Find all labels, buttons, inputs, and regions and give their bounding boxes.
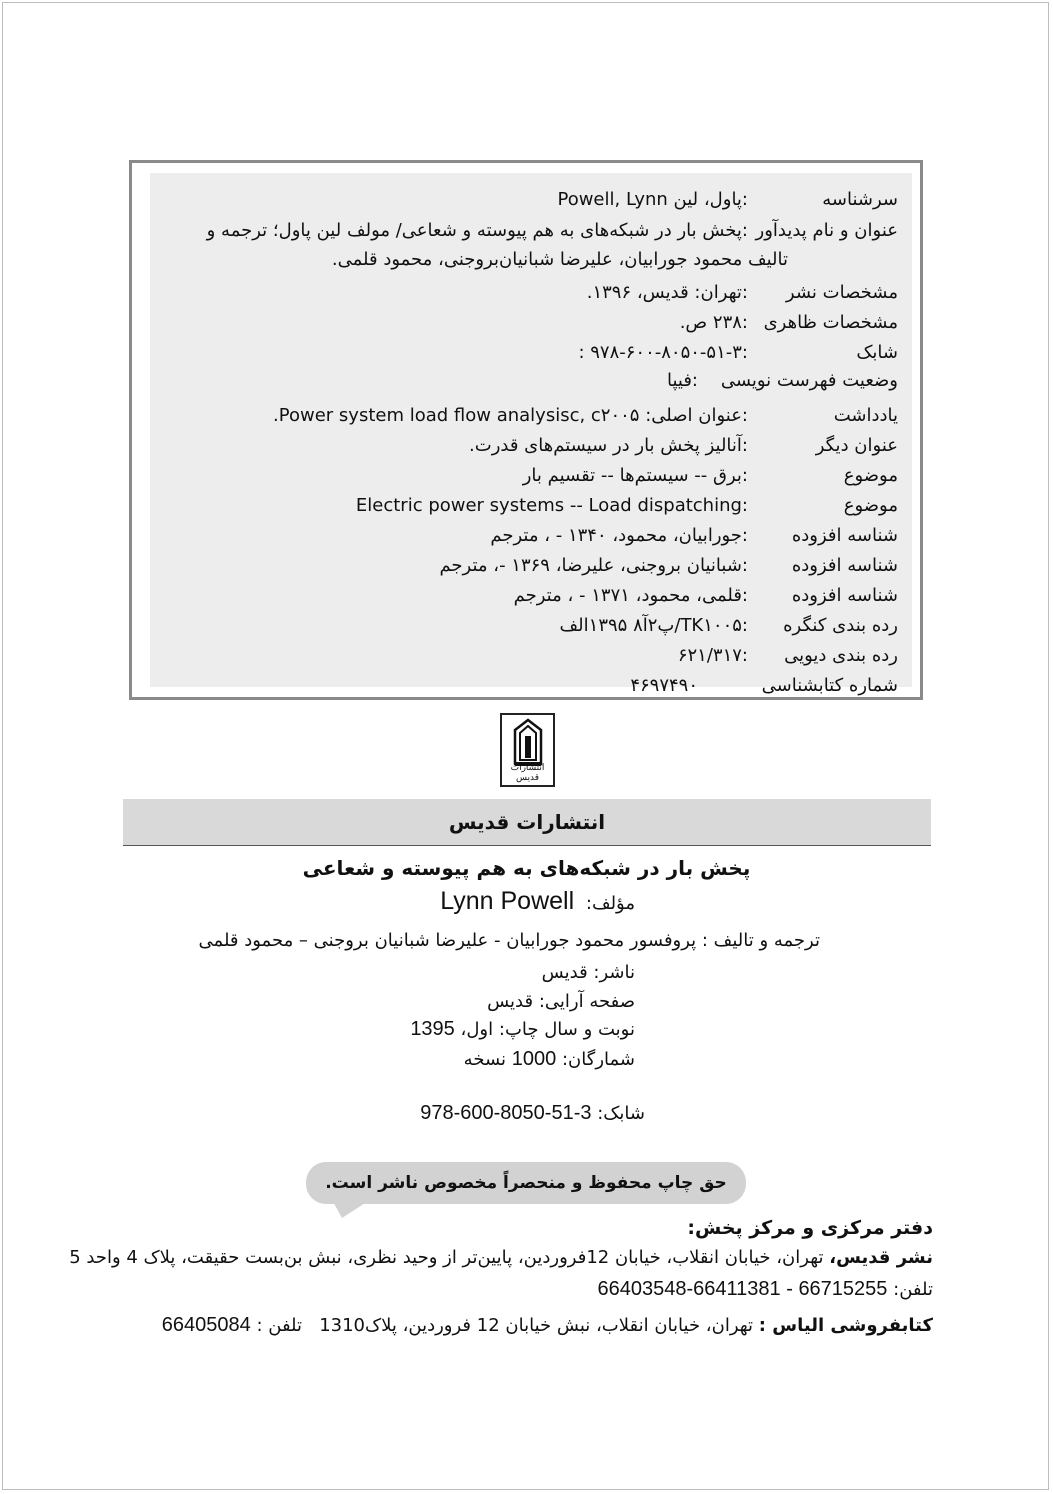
cataloging-panel (150, 173, 912, 696)
cip-label: موضوع (843, 465, 898, 486)
translators-line: ترجمه و تالیف : پروفسور محمود جورابیان - علیرضا شبانیان بروجنی – محمود قلمی (198, 930, 820, 951)
book-title: پخش بار در شبکه‌های به هم پیوسته و شعاعی (302, 856, 751, 880)
cip-label: رده بندی کنگره (783, 615, 898, 636)
cataloging-box (129, 160, 923, 700)
cip-row (158, 431, 898, 461)
cip-label: عنوان دیگر (815, 435, 898, 456)
author-label: مؤلف: (585, 893, 635, 914)
cip-value: :آنالیز پخش بار در سیستم‌های قدرت. (469, 435, 748, 456)
cip-label: یادداشت (833, 405, 898, 426)
cip-label: مشخصات نشر (785, 282, 898, 303)
cip-value: :۹۷۸-۶۰۰-۸۰۵۰-۵۱-۳ : (578, 342, 748, 363)
layout-value: قدیس (487, 991, 534, 1012)
isbn-line (380, 1102, 645, 1125)
cip-value: :۶۲۱/۳۱۷ (677, 645, 748, 666)
cip-row (154, 216, 898, 246)
publisher-logo-icon (507, 718, 549, 768)
cip-value: :تهران: قدیس، ۱۳۹۶. (586, 282, 748, 303)
copies-line (380, 1048, 635, 1071)
store-address (162, 1314, 933, 1337)
cip-label: رده بندی دیویی (784, 645, 898, 666)
publisher-line (380, 962, 635, 983)
cip-row (158, 491, 898, 521)
copies-unit: نسخه (463, 1049, 507, 1070)
address-title: دفتر مرکزی و مرکز پخش: (687, 1217, 933, 1239)
cip-row (158, 401, 898, 431)
layout-line (380, 991, 635, 1012)
cip-label: شناسه افزوده (791, 555, 898, 576)
cip-row (158, 366, 898, 396)
cip-value: :۲۳۸ ص. (679, 312, 748, 333)
publisher-logo (500, 713, 555, 787)
publisher-value: قدیس (541, 962, 588, 983)
cip-row (158, 521, 898, 551)
edition-value: اول، (460, 1019, 494, 1040)
cip-row (158, 461, 898, 491)
edition-label: نوبت و سال چاپ: (498, 1019, 635, 1040)
cip-value: :فیپا (666, 370, 698, 391)
cip-row (158, 308, 898, 338)
author-name: Lynn Powell (440, 887, 575, 915)
cip-label: شناسه افزوده (791, 585, 898, 606)
store-name: کتابفروشی الیاس : (758, 1315, 933, 1336)
office-name: نشر قدیس، (829, 1247, 933, 1268)
cip-value: :برق -- سیستم‌ها -- تقسیم بار (522, 465, 748, 486)
cip-label: سرشناسه (822, 189, 898, 210)
edition-year: 1395 (410, 1018, 455, 1040)
cip-label: وضعیت فهرست نویسی (720, 370, 898, 391)
cip-value: :شبانیان بروجنی، علیرضا، ۱۳۶۹ -، مترجم (439, 555, 748, 576)
cip-row (158, 671, 898, 701)
isbn-value: 978-600-8050-51-3 (420, 1102, 592, 1124)
office-address-text: تهران، خیابان انقلاب، خیابان 12فروردین، پایین‌تر از وحید نظری، نبش بن‌بست حقیقت، پلاک 4 واحد 5 (69, 1247, 824, 1268)
copies-value: 1000 (511, 1048, 557, 1070)
store-address-text: تهران، خیابان انقلاب، نبش خیابان 12 فروردین، پلاک1310 (319, 1315, 754, 1336)
store-phone: 66405084 (161, 1314, 251, 1336)
cip-label: شماره کتابشناسی (761, 675, 898, 696)
cip-value: :پخش بار در شبکه‌های به هم پیوسته و شعاعی/ مولف لین پاول؛ ترجمه و (206, 220, 748, 241)
edition-line (380, 1018, 635, 1041)
cip-value: :قلمی، محمود، ۱۳۷۱ - ، مترجم (513, 585, 748, 606)
cip-row (158, 641, 898, 671)
cip-row (158, 278, 898, 308)
cip-value: ۴۶۹۷۴۹۰ (630, 675, 698, 696)
cip-label: موضوع (843, 495, 898, 516)
cip-continuation: تالیف محمود جورابیان، علیرضا شبانیان‌بروجنی، محمود قلمی. (331, 249, 788, 270)
office-address (69, 1247, 933, 1268)
cip-label: مشخصات ظاهری (763, 312, 898, 333)
copies-label: شمارگان: (561, 1049, 635, 1070)
cip-value: :جورابیان، محمود، ۱۳۴۰ - ، مترجم (490, 525, 748, 546)
cip-row (158, 551, 898, 581)
copyright-notice: حق چاپ محفوظ و منحصراً مخصوص ناشر است. (306, 1162, 746, 1204)
author-line (420, 887, 635, 916)
cip-label: شابک (856, 342, 898, 363)
publisher-band: انتشارات قدیس (123, 799, 931, 846)
layout-label: صفحه آرایی: (538, 991, 635, 1012)
cip-row (158, 581, 898, 611)
office-phone-line (598, 1278, 934, 1301)
logo-text: انتشارات قدیس (510, 763, 545, 783)
publisher-label: ناشر: (593, 962, 635, 983)
cip-row (158, 611, 898, 641)
cip-row (158, 185, 898, 215)
cip-value: :عنوان اصلی: Power system load flow analysisc, c۲۰۰۵. (273, 405, 748, 426)
cip-value: :پاول، لین Powell, Lynn (557, 189, 748, 210)
cip-value: :TK۱۰۰۵/پ۲آ۸ ۱۳۹۵الف (559, 615, 748, 636)
isbn-label: شابک: (597, 1103, 645, 1124)
cip-value: :Electric power systems -- Load dispatching (355, 495, 748, 516)
phone-label: تلفن: (893, 1279, 933, 1300)
cip-label: عنوان و نام پدیدآور (755, 220, 898, 241)
cip-row (158, 338, 898, 368)
cip-label: شناسه افزوده (791, 525, 898, 546)
store-phone-label: تلفن : (256, 1315, 303, 1336)
phone-numbers: 66715255 - 66411381-66403548 (597, 1278, 888, 1300)
